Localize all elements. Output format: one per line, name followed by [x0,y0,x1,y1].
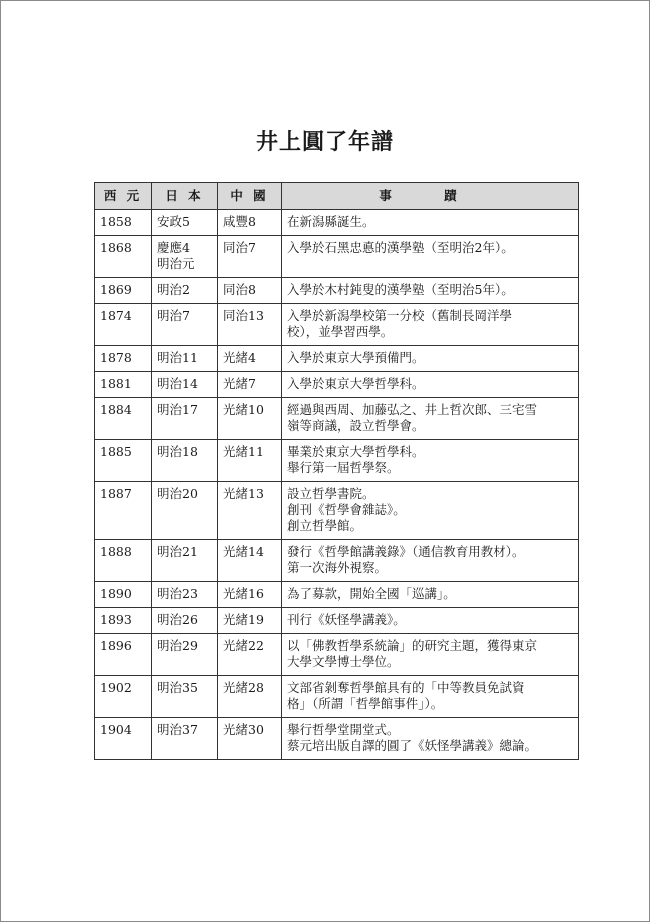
events-cell: 舉行哲學堂開堂式。 蔡元培出版自譯的圓了《妖怪學講義》總論。 [282,718,579,760]
chinese-era-cell: 光緒30 [218,718,282,760]
events-cell: 設立哲學書院。 創刊《哲學會雜誌》。 創立哲學館。 [282,482,579,540]
japanese-era-cell: 明治14 [152,372,218,398]
chinese-era-cell: 同治13 [218,304,282,346]
japanese-era-cell: 慶應4 明治元 [152,236,218,278]
chinese-era-cell: 光緒14 [218,540,282,582]
header-western-year: 西 元 [95,183,152,210]
table-row [95,304,579,346]
japanese-era-cell: 明治29 [152,634,218,676]
table-body [95,210,579,760]
table-row [95,634,579,676]
japanese-era-cell: 明治18 [152,440,218,482]
year-cell: 1881 [95,372,152,398]
year-cell: 1885 [95,440,152,482]
events-cell: 入學於東京大學預備門。 [282,346,579,372]
year-cell: 1858 [95,210,152,236]
table-row [95,210,579,236]
table-row [95,278,579,304]
chinese-era-cell: 光緒7 [218,372,282,398]
year-cell: 1874 [95,304,152,346]
table-row [95,346,579,372]
table-row [95,676,579,718]
chinese-era-cell: 光緒13 [218,482,282,540]
events-cell: 文部省剝奪哲學館具有的「中等教員免試資 格」（所謂「哲學館事件」）。 [282,676,579,718]
table-row [95,440,579,482]
table-header-row [95,183,579,210]
year-cell: 1902 [95,676,152,718]
page-title: 井上圓了年譜 [255,129,394,155]
year-cell: 1868 [95,236,152,278]
table-row [95,372,579,398]
chinese-era-cell: 光緒28 [218,676,282,718]
year-cell: 1888 [95,540,152,582]
events-cell: 入學於木村鈍叟的漢學塾（至明治5年）。 [282,278,579,304]
table-row [95,582,579,608]
year-cell: 1869 [95,278,152,304]
table-row [95,540,579,582]
chinese-era-cell: 光緒16 [218,582,282,608]
table-row [95,398,579,440]
table-row [95,482,579,540]
events-cell: 為了募款，開始全國「巡講」。 [282,582,579,608]
japanese-era-cell: 明治20 [152,482,218,540]
chinese-era-cell: 咸豐8 [218,210,282,236]
year-cell: 1884 [95,398,152,440]
events-cell: 畢業於東京大學哲學科。 舉行第一屆哲學祭。 [282,440,579,482]
year-cell: 1887 [95,482,152,540]
japanese-era-cell: 明治37 [152,718,218,760]
year-cell: 1878 [95,346,152,372]
events-cell: 入學於石黑忠悳的漢學塾（至明治2年）。 [282,236,579,278]
japanese-era-cell: 安政5 [152,210,218,236]
japanese-era-cell: 明治23 [152,582,218,608]
events-cell: 在新潟縣誕生。 [282,210,579,236]
chinese-era-cell: 光緒11 [218,440,282,482]
japanese-era-cell: 明治11 [152,346,218,372]
events-cell: 經過與西周、加藤弘之、井上哲次郎、三宅雪 嶺等商議，設立哲學會。 [282,398,579,440]
chinese-era-cell: 同治8 [218,278,282,304]
japanese-era-cell: 明治21 [152,540,218,582]
chinese-era-cell: 光緒4 [218,346,282,372]
year-cell: 1904 [95,718,152,760]
events-cell: 入學於東京大學哲學科。 [282,372,579,398]
chinese-era-cell: 同治7 [218,236,282,278]
japanese-era-cell: 明治7 [152,304,218,346]
japanese-era-cell: 明治35 [152,676,218,718]
year-cell: 1893 [95,608,152,634]
year-cell: 1896 [95,634,152,676]
events-cell: 以「佛教哲學系統論」的研究主題，獲得東京 大學文學博士學位。 [282,634,579,676]
events-cell: 入學於新潟學校第一分校（舊制長岡洋學 校），並學習西學。 [282,304,579,346]
chinese-era-cell: 光緒19 [218,608,282,634]
table-row [95,718,579,760]
chinese-era-cell: 光緒10 [218,398,282,440]
header-japanese-era: 日 本 [152,183,218,210]
events-cell: 刊行《妖怪學講義》。 [282,608,579,634]
table-row [95,236,579,278]
japanese-era-cell: 明治26 [152,608,218,634]
header-events: 事 蹟 [282,183,579,210]
chinese-era-cell: 光緒22 [218,634,282,676]
header-chinese-era: 中 國 [218,183,282,210]
japanese-era-cell: 明治2 [152,278,218,304]
japanese-era-cell: 明治17 [152,398,218,440]
chronology-table [94,182,579,760]
table-row [95,608,579,634]
year-cell: 1890 [95,582,152,608]
events-cell: 發行《哲學館講義錄》（通信教育用教材）。 第一次海外視察。 [282,540,579,582]
